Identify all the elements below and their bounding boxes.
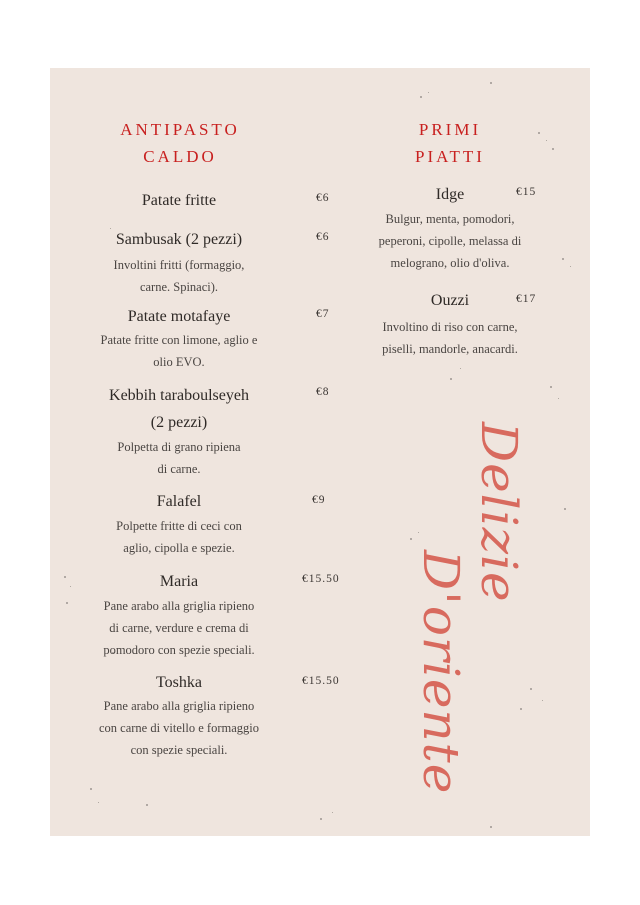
- desc-line: Patate fritte con limone, aglio e: [100, 333, 258, 347]
- antipasto-heading: [90, 116, 270, 170]
- item-maria-desc: [64, 595, 294, 661]
- item-patate-fritte-price: €6: [316, 192, 330, 204]
- speckle: [428, 92, 429, 93]
- antipasto-heading-line1: ANTIPASTO: [120, 120, 240, 139]
- desc-line: carne. Spinaci).: [139, 280, 219, 294]
- desc-line: Involtino di riso con carne,: [382, 320, 518, 334]
- item-patate-motafaye-desc: [64, 329, 294, 373]
- desc-line: piselli, mandorle, anacardi.: [382, 342, 518, 356]
- speckle: [332, 812, 333, 813]
- item-toshka-price: €15.50: [302, 675, 340, 687]
- speckle: [562, 258, 564, 260]
- speckle: [520, 708, 522, 710]
- desc-line: Polpetta di grano ripiena: [117, 440, 241, 454]
- item-sambusak-name: Sambusak (2 pezzi): [115, 231, 243, 248]
- desc-line: di carne, verdure e crema di: [109, 621, 249, 635]
- item-sambusak-desc: [64, 254, 294, 298]
- brand-title-line1: Delizie: [470, 422, 528, 603]
- speckle: [420, 96, 422, 98]
- speckle: [90, 788, 92, 790]
- item-idge-desc: [355, 208, 545, 274]
- item-kebbih-name: [64, 385, 294, 434]
- item-maria-name: Maria: [159, 573, 199, 590]
- desc-line: Polpette fritte di ceci con: [116, 519, 242, 533]
- item-kebbih-desc: [64, 436, 294, 480]
- antipasto-heading-line2: CALDO: [143, 147, 217, 166]
- speckle: [530, 688, 532, 690]
- item-ouzzi-desc: [355, 316, 545, 360]
- item-maria-price: €15.50: [302, 573, 340, 585]
- speckle: [538, 132, 540, 134]
- speckle: [570, 266, 571, 267]
- menu-page: [50, 68, 590, 836]
- item-ouzzi-name: Ouzzi: [430, 292, 470, 309]
- item-toshka-desc: [64, 695, 294, 761]
- desc-line: con carne di vitello e formaggio: [98, 721, 259, 735]
- item-patate-motafaye-price: €7: [316, 308, 330, 320]
- item-falafel-price: €9: [312, 494, 326, 506]
- desc-line: melograno, olio d'oliva.: [390, 256, 510, 270]
- speckle: [558, 398, 559, 399]
- desc-line: di carne.: [157, 462, 201, 476]
- speckle: [320, 818, 322, 820]
- primi-heading-line1: PRIMI: [418, 120, 482, 139]
- primi-heading-line2: PIATTI: [415, 147, 485, 166]
- item-falafel-name: Falafel: [156, 493, 202, 510]
- speckle: [410, 538, 412, 540]
- item-sambusak-price: €6: [316, 231, 330, 243]
- speckle: [418, 532, 419, 533]
- item-falafel-desc: [64, 515, 294, 559]
- desc-line: peperoni, cipolle, melassa di: [378, 234, 522, 248]
- speckle: [552, 148, 554, 150]
- brand-title-line2: D'oriente: [412, 550, 470, 795]
- speckle: [542, 700, 543, 701]
- speckle: [550, 386, 552, 388]
- speckle: [546, 140, 547, 141]
- item-idge-name: Idge: [435, 186, 465, 203]
- speckle: [146, 804, 148, 806]
- item-kebbih-price: €8: [316, 386, 330, 398]
- desc-line: pomodoro con spezie speciali.: [103, 643, 255, 657]
- item-idge-price: €15: [516, 186, 537, 198]
- desc-line: olio EVO.: [153, 355, 205, 369]
- speckle: [450, 378, 452, 380]
- name-line: (2 pezzi): [150, 414, 208, 431]
- desc-line: con spezie speciali.: [130, 743, 228, 757]
- desc-line: Bulgur, menta, pomodori,: [385, 212, 515, 226]
- speckle: [564, 508, 566, 510]
- speckle: [460, 368, 461, 369]
- desc-line: Pane arabo alla griglia ripieno: [103, 599, 255, 613]
- item-patate-motafaye-name: Patate motafaye: [127, 308, 231, 325]
- speckle: [490, 826, 492, 828]
- item-toshka-name: Toshka: [156, 674, 202, 691]
- item-ouzzi-price: €17: [516, 293, 537, 305]
- speckle: [490, 82, 492, 84]
- desc-line: aglio, cipolla e spezie.: [123, 541, 235, 555]
- speckle: [98, 802, 99, 803]
- name-line: Kebbih taraboulseyeh: [109, 387, 249, 404]
- desc-line: Involtini fritti (formaggio,: [113, 258, 245, 272]
- primi-heading: [380, 116, 520, 170]
- item-patate-fritte-name: Patate fritte: [141, 192, 217, 209]
- desc-line: Pane arabo alla griglia ripieno: [103, 699, 255, 713]
